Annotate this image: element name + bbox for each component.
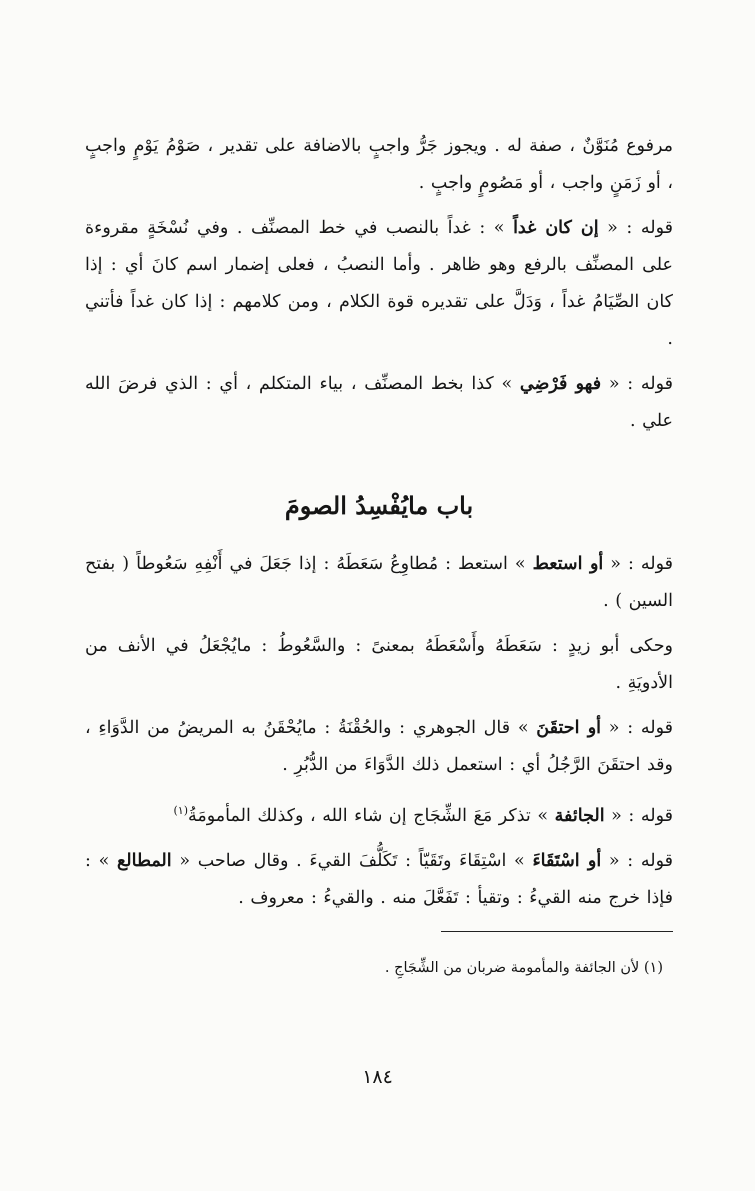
paragraph <box>85 210 673 358</box>
top-paragraphs <box>85 128 673 440</box>
text-run: » اسْتِقَاءَ وتَقَيّاً : تَكَلُّفَ القيءَ . وقال صاحب « <box>171 850 533 871</box>
paragraph <box>85 128 673 202</box>
text-run: وحكى أبو زيدٍ : سَعَطَهُ وأَسْعَطَهُ بمعنىً : والسَّعُوطُ : مايُجْعَلُ في الأنف من الأدويَةِ . <box>85 636 673 693</box>
text-run: » : غداً بالنصب في خط المصنِّف . وفي نُسْخَةٍ مقروءة على المصنِّف بالرفع وهو ظاهر . وأما النصبُ ، فعلى إضمار اسم كانَ أي : إذا كان الصِّيَامُ غداً ، وَدَلَّ على تقديره قوة الكلام ، ومن كلامهم : إذا كان غداً فأتني . <box>85 218 673 349</box>
bold-term: أو احتقَنَ <box>536 718 602 738</box>
footnote: (١) لأن الجائفة والمأمومة ضربان من الشِّجَاجِ . <box>384 959 663 976</box>
text-run: قوله : « <box>601 374 673 394</box>
page-body <box>85 128 673 980</box>
text-run: قوله : « <box>601 718 673 738</box>
bottom-paragraphs <box>85 546 673 917</box>
paragraph <box>85 843 673 917</box>
text-run: قوله : « <box>601 850 673 871</box>
text-run: » تذكر مَعَ الشِّجَاج إن شاء الله ، وكذلك المأمومَةُ <box>188 805 555 826</box>
text-run: قوله : « <box>598 218 673 238</box>
paragraph <box>85 546 673 620</box>
text-run: » قال الجوهري : والحُقْنَةُ : مايُحْقَنُ به المريضُ من الدَّوَاءِ ، وقد احتقَنَ الرَّجُلُ أي : استعمل ذلك الدَّوَاءَ من الدُّبُرِ . <box>85 718 673 775</box>
chapter-heading: باب مايُفْسِدُ الصومَ <box>284 491 474 520</box>
section-gap <box>85 448 673 486</box>
bold-term: فهو فَرْضِي <box>519 374 602 394</box>
text-run: قوله : « <box>603 554 673 574</box>
page-number: ١٨٤ <box>362 1066 393 1088</box>
footnote-divider <box>441 931 673 932</box>
bold-term: الجائفة <box>554 805 605 826</box>
paragraph <box>85 628 673 702</box>
text-run: » استعط : مُطاوِعُ سَعَطَهُ : إذا جَعَلَ في أَنْفِهِ سَعُوطاً ( بفتح السين ) . <box>85 554 673 611</box>
footnote-ref: (١) <box>173 804 189 817</box>
bold-term: أو اسْتَقَاءَ <box>532 850 602 871</box>
paragraph <box>85 366 673 440</box>
bold-term: المطالع <box>116 850 172 871</box>
text-run: مرفوع مُنَوَّنٌ ، صفة له . ويجوز جَرُّ واجبٍ بالاضافة على تقدير ، صَوْمُ يَوْمٍ واجبٍ ، أو زَمَنٍ واجب ، أو مَصُومٍ واجبٍ . <box>85 136 673 193</box>
paragraph <box>85 710 673 784</box>
text-run: قوله : « <box>604 805 673 826</box>
text-run: » : فإذا خرج منه القيءُ : وتقيأ : تَفَعَّلَ منه . والقيءُ : معروف . <box>85 850 673 908</box>
text-run: » كذا بخط المصنِّف ، بياء المتكلم ، أي : الذي فرضَ الله علي . <box>85 374 673 431</box>
paragraph <box>85 792 673 835</box>
bold-term: أو استعط <box>532 554 604 574</box>
bold-term: إن كان غداً <box>513 218 599 238</box>
